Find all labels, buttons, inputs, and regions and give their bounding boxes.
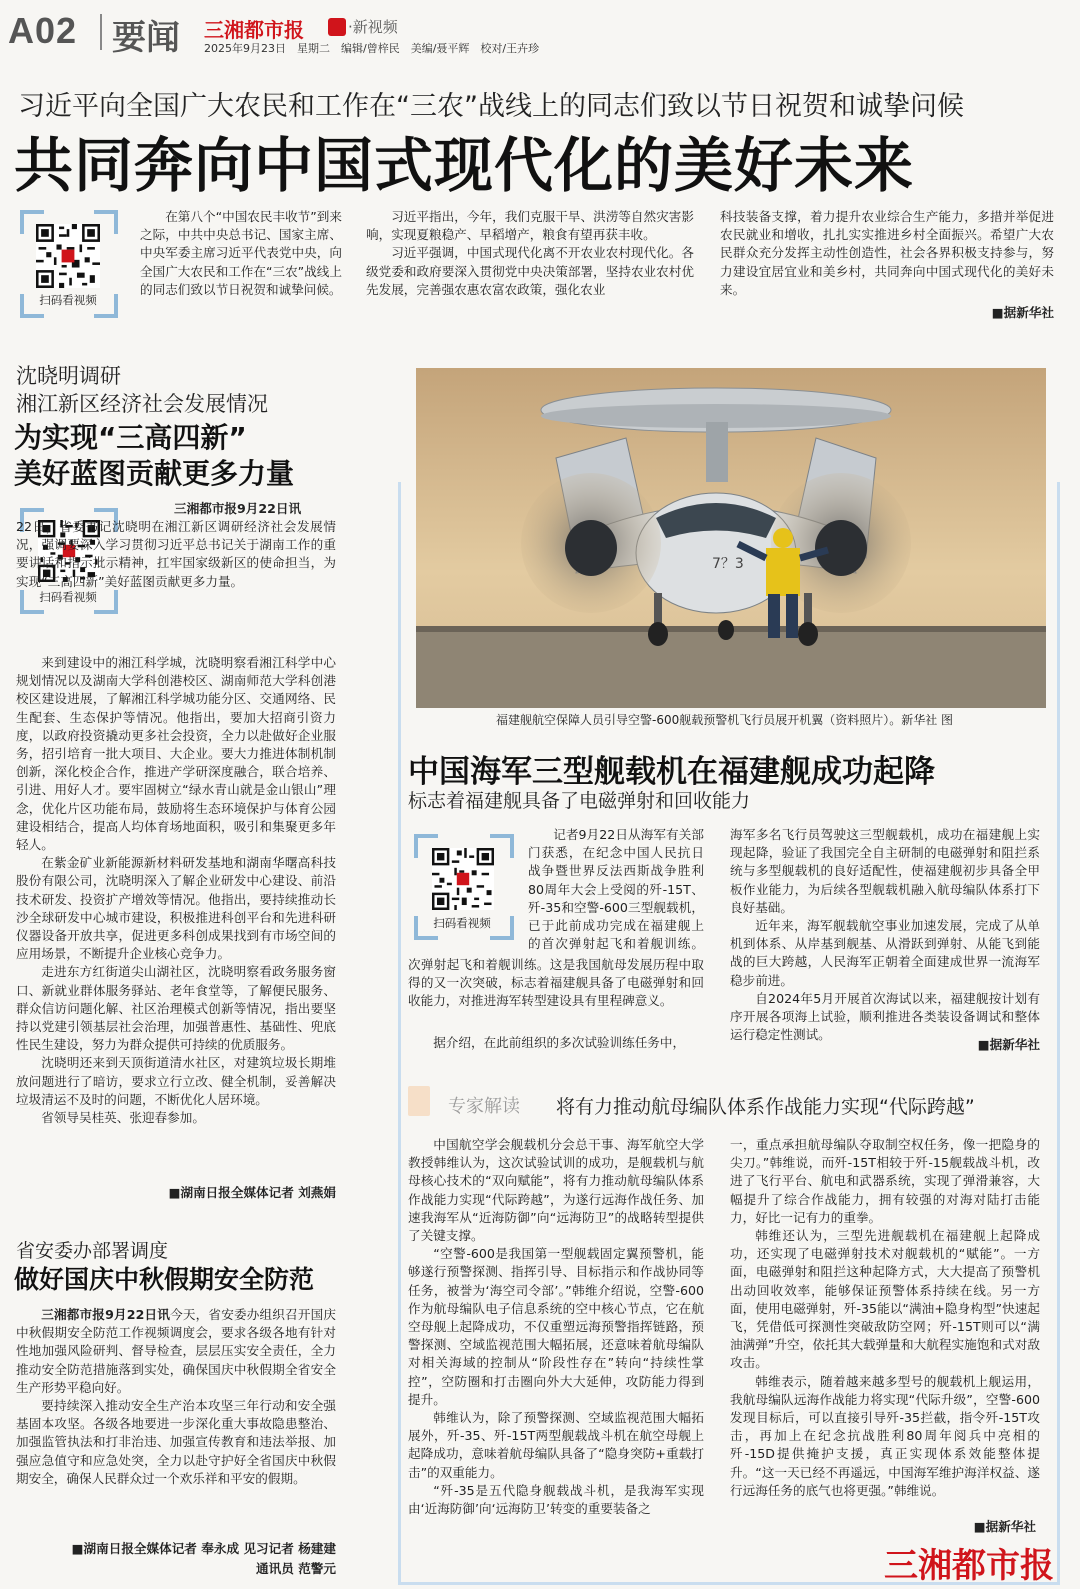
expert-right-column bbox=[730, 1136, 1040, 1516]
safety-paragraph-text: 今天，省安委办组织召开国庆中秋假期安全防范工作视频调度会，要求各级各地有针对性地加强风险研判、督导检查，层层压实安全责任，全力推动安全防范措施落到实处，确保国庆中秋假期全省安全生产形势平稳向好。 bbox=[16, 1307, 336, 1395]
shen-kicker: 湘江新区经济社会发展情况 bbox=[16, 392, 268, 416]
navy-paragraph: 海军多名飞行员驾驶这三型舰载机，成功在福建舰上实现起降，验证了我国完全自主研制的电磁弹射和阻拦系统与多型舰载机的良好适配性，使福建舰初步具备全甲板作业能力，为后续各型舰载机融入航母编队体系打下良好基础。 bbox=[730, 827, 1040, 915]
qr-caption: 扫码看视频 bbox=[39, 590, 97, 604]
shen-byline: ■湖南日报全媒体记者 刘燕娟 bbox=[168, 1185, 336, 1200]
expert-headline: 将有力推动航母编队体系作战能力实现“代际跨越” bbox=[556, 1096, 975, 1118]
lead-headline: 共同奔向中国式现代化的美好未来 bbox=[14, 131, 915, 200]
shen-paragraph: 走进东方红街道尖山湖社区，沈晓明察看政务服务窗口、新就业群体服务驿站、老年食堂等，了解便民服务、群众信访问题化解、社区治理模式创新等情况，指出要坚持以党建引领基层社会治理，加强普惠性、基础性、兜底性民生建设，努力为群众提供可持续的优质服务。 bbox=[16, 964, 336, 1053]
lead-col3-paragraph: 科技装备支撑，着力提升农业综合生产能力，多措并举促进农民就业和增收，扎扎实实推进乡村全面振兴。希望广大农民群众充分发挥主动性创造性，社会各界积极支持参与，努力建设宜居宜业和美乡村，共同奔向中国式现代化的美好未来。 bbox=[720, 209, 1054, 297]
navy-right-column bbox=[730, 826, 1040, 1058]
footer-logo: 三湘都市报 bbox=[884, 1546, 1054, 1586]
navy-subhead: 标志着福建舰具备了电磁弹射和回收能力 bbox=[408, 790, 751, 812]
lead-col2-paragraph: 习近平强调，中国式现代化离不开农业农村现代化。各级党委和政府要深入贯彻党中央决策部署，坚持农业农村优先发展，完善强农惠农富农政策，强化农业 bbox=[366, 245, 694, 297]
safety-kicker: 省安委办部署调度 bbox=[16, 1240, 169, 1262]
navy-byline: ■据新华社 bbox=[977, 1037, 1040, 1052]
expert-paragraph: “空警-600是我国第一型舰载固定翼预警机，能够遂行预警探测、指挥引导、目标指示和作战协同等任务，被誉为‘海空司令部’。”韩维介绍说，空警-600作为航母编队电子信息系统的空中核心节点，它在航空母舰上起降成功，不仅重塑远海预警指挥链路，预警探测、空域监视范围大幅拓展，还意味着航母编队对相关海域的控制从“阶段性存在”转向“持续性掌控”，空防圈和打击圈向外大大延伸，攻防能力得到提升。 bbox=[408, 1246, 704, 1407]
shen-paragraph: 省领导吴桂英、张迎春参加。 bbox=[41, 1110, 205, 1126]
expert-paragraph: 韩维认为，除了预警探测、空域监视范围大幅拓展外，歼-35、歼-15T两型舰载战斗机在航空母舰上起降成功，意味着航母编队具备了“隐身突防+重载打击”的双重能力。 bbox=[408, 1410, 704, 1480]
safety-body bbox=[16, 1306, 336, 1542]
page-code: A02 bbox=[8, 10, 78, 51]
expert-paragraph: “歼-35是五代隐身舰载战斗机，是我海军实现由‘近海防御’向‘远海防卫’转变的重要装备之 bbox=[408, 1482, 704, 1517]
masthead-divider bbox=[100, 14, 102, 50]
shen-headline: 为实现“三高四新” bbox=[14, 421, 247, 454]
shen-headline: 美好蓝图贡献更多力量 bbox=[14, 457, 295, 490]
lead-column-1 bbox=[140, 208, 342, 318]
expert-tag: 专家解读 bbox=[448, 1096, 520, 1117]
shen-kicker: 沈晓明调研 bbox=[16, 364, 121, 388]
navy-intro-top bbox=[528, 826, 704, 952]
masthead bbox=[0, 0, 1080, 60]
shen-paragraph: 沈晓明还来到天顶街道清水社区，对建筑垃圾长期堆放问题进行了暗访，要求立行立改、健全机制，妥善解决垃圾清运不及时的问题，不断优化人居环境。 bbox=[16, 1055, 336, 1107]
lead-kicker: 习近平向全国广大农民和工作在“三农”战线上的同志们致以节日祝贺和诚挚问候 bbox=[18, 91, 964, 122]
safety-byline: 通讯员 范警元 bbox=[256, 1561, 336, 1576]
qr-caption: 扫码看视频 bbox=[39, 293, 97, 307]
safety-byline: ■湖南日报全媒体记者 奉永成 见习记者 杨建建 bbox=[71, 1541, 336, 1556]
date-line: 2025年9月23日 星期二 编辑/曾梓民 美编/聂平辉 校对/王卉珍 bbox=[204, 42, 540, 55]
shen-dateline: 三湘都市报9月22日讯 bbox=[174, 501, 302, 516]
photo-caption: 福建舰航空保障人员引导空警-600舰载预警机飞行员展开机翼（资料照片）。新华社 图 bbox=[496, 713, 954, 727]
expert-paragraph: 韩维表示，随着越来越多型号的舰载机上舰运用，我航母编队远海作战能力将实现“代际升级”，空警-600发现目标后，可以直接引导歼-35拦截，指令歼-15T攻击，再加上在纪念抗战胜利80周年阅兵中亮相的歼-15D提供掩护支援，真正实现体系效能整体提升。“这一天已经不再遥远，中国海军维护海洋权益、遂行远海任务的底气也将更强。”韩维说。 bbox=[730, 1373, 1040, 1498]
safety-paragraph: 要持续深入推动安全生产治本攻坚三年行动和安全强基固本攻坚。各级各地要进一步深化重大事故隐患整治、加强监管执法和打非治违、加强宣传教育和违法举报、加强应急值守和应急处突，全力以赴守护好全省国庆中秋假期安全，确保人民群众过一个欢乐祥和平安的假期。 bbox=[16, 1398, 336, 1486]
navy-paragraph: 自2024年5月开展首次海试以来，福建舰按计划有序开展各项海上试验，顺利推进各类装设备调试和整体运行稳定性测试。 bbox=[730, 990, 1040, 1043]
qr-code-icon[interactable] bbox=[36, 224, 100, 288]
aircraft-photo bbox=[416, 368, 1046, 708]
lead-col1-paragraph: 在第八个“中国农民丰收节”到来之际，中共中央总书记、国家主席、中央军委主席习近平代表党中央，向全国广大农民和工作在“三农”战线上的同志们致以节日祝贺和诚挚问候。 bbox=[140, 209, 342, 297]
safety-headline: 做好国庆中秋假期安全防范 bbox=[14, 1265, 315, 1294]
safety-dateline: 三湘都市报9月22日讯 bbox=[41, 1307, 171, 1322]
shen-paragraph: 在紫金矿业新能源新材料研发基地和湖南华曙高科技股份有限公司，沈晓明深入了解企业研发中心建设、前沿技术研发、投资扩产增效等情况。他指出，要持续推动长沙全球研发中心城市建设，积极推进科创平台和先进科研仪器设备开放共享，促进更多科创成果找到有市场空间的应用场景，不断提升企业核心竞争力。 bbox=[16, 855, 336, 962]
navy-intro-continued: 次弹射起飞和着舰训练。这是我国航母发展历程中取得的又一次突破，标志着福建舰具备了电磁弹射和回收能力，对推进海军转型建设具有里程碑意义。 bbox=[408, 957, 704, 1009]
navy-intro-bottom bbox=[408, 956, 704, 1032]
navy-paragraph: 近年来，海军舰载航空事业加速发展，完成了从单机到体系、从岸基到舰基、从滑跃到弹射、从能飞到能战的巨大跨越，人民海军正朝着全面建成世界一流海军稳步前进。 bbox=[730, 918, 1040, 988]
expert-left-column bbox=[408, 1136, 704, 1546]
navy-headline: 中国海军三型舰载机在福建舰成功起降 bbox=[408, 754, 935, 790]
qr-code-icon[interactable] bbox=[432, 848, 494, 910]
paper-logo: 三湘都市报 bbox=[204, 18, 304, 42]
shen-paragraph: 来到建设中的湘江科学城，沈晓明察看湘江科学中心规划情况以及湖南大学科创港校区、湖南师范大学科创港校区建设进展，了解湘江科学城功能分区、交通网络、民生配套、生态保护等情况。他指出，要加大招商引资力度，以政府投资撬动更多社会投资，全力以赴做好企业服务，招引培育一批大项目、大企业。要大力推进体制机制创新，深化校企合作，推进产学研深度融合，联合培养、引进、用好人才。要牢固树立“绿水青山就是金山银山”理念，优化片区功能布局，鼓励将生态环境保护与体育公园建设相结合，提高人均体育场地面积，吸引和集聚更多年轻人。 bbox=[16, 655, 336, 853]
section-name: 要闻 bbox=[112, 18, 180, 58]
lead-byline: ■据新华社 bbox=[991, 305, 1054, 320]
expert-byline: ■据新华社 bbox=[973, 1519, 1036, 1534]
expert-tag-icon bbox=[408, 1086, 430, 1116]
aircraft-number-label: 7？3 bbox=[712, 556, 744, 572]
qr-caption: 扫码看视频 bbox=[433, 916, 491, 930]
shen-body bbox=[16, 654, 336, 1182]
navy-paragraph: 据介绍，在此前组织的多次试验训练任务中， bbox=[433, 1035, 686, 1050]
expert-paragraph: 中国航空学会舰载机分会总干事、海军航空大学教授韩维认为，这次试验试训的成功，是舰载机与航母核心技术的“双向赋能”，将有力推动航母编队体系作战能力实现“代际跨越”，为遂行远海作战任务、加速我海军从“近海防御”向“远海防卫”的战略转型提供了关键支撑。 bbox=[408, 1137, 704, 1244]
navy-left-column bbox=[408, 1034, 704, 1058]
navy-intro-paragraph: 记者9月22日从海军有关部门获悉，在纪念中国人民抗日战争暨世界反法西斯战争胜利80周年大会上受阅的歼-15T、歼-35和空警-600三型舰载机，已于此前成功完成在福建舰上的首次弹射起飞和着舰训练。 bbox=[528, 827, 704, 952]
expert-paragraph: 韩维还认为，三型先进舰载机在福建舰上起降成功，还实现了电磁弹射技术对舰载机的“赋能”。一方面，电磁弹射和阻拦这种起降方式，大大提高了预警机出动回收效率，能够保证预警体系持续在线。另一方面，使用电磁弹射，歼-35能以“满油+隐身构型”快速起飞，凭借低可探测性突破敌防空网；歼-15T则可以“满油满弹”升空，依托其大载弹量和大航程实施饱和式对敌攻击。 bbox=[730, 1228, 1040, 1371]
shen-intro-paragraph: 22日，省委书记沈晓明在湘江新区调研经济社会发展情况，强调要深入学习贯彻习近平总书记关于湖南工作的重要讲话和指示批示精神，扛牢国家级新区的使命担当，为实现“三高四新”美好蓝图贡献更多力量。 bbox=[16, 519, 336, 589]
lead-column-3 bbox=[720, 208, 1054, 304]
partner-name: ·新视频 bbox=[348, 18, 398, 36]
lead-column-2 bbox=[366, 208, 694, 320]
expert-paragraph: 一，重点承担航母编队夺取制空权任务，像一把隐身的尖刀。”韩维说，而歼-15T相较于歼-15舰载战斗机，改进了飞行平台、航电和武器系统，实现了弹滑兼容，大幅提升了综合作战能力，拥有较强的对海对陆打击能力，好比一记有力的重拳。 bbox=[730, 1137, 1040, 1225]
shen-intro-body bbox=[16, 518, 336, 652]
lead-col2-paragraph: 习近平指出，今年，我们克服干旱、洪涝等自然灾害影响，实现夏粮稳产、早稻增产，粮食有望再获丰收。 bbox=[366, 209, 694, 243]
partner-logo-icon bbox=[328, 18, 346, 36]
safety-paragraph bbox=[16, 1306, 336, 1397]
